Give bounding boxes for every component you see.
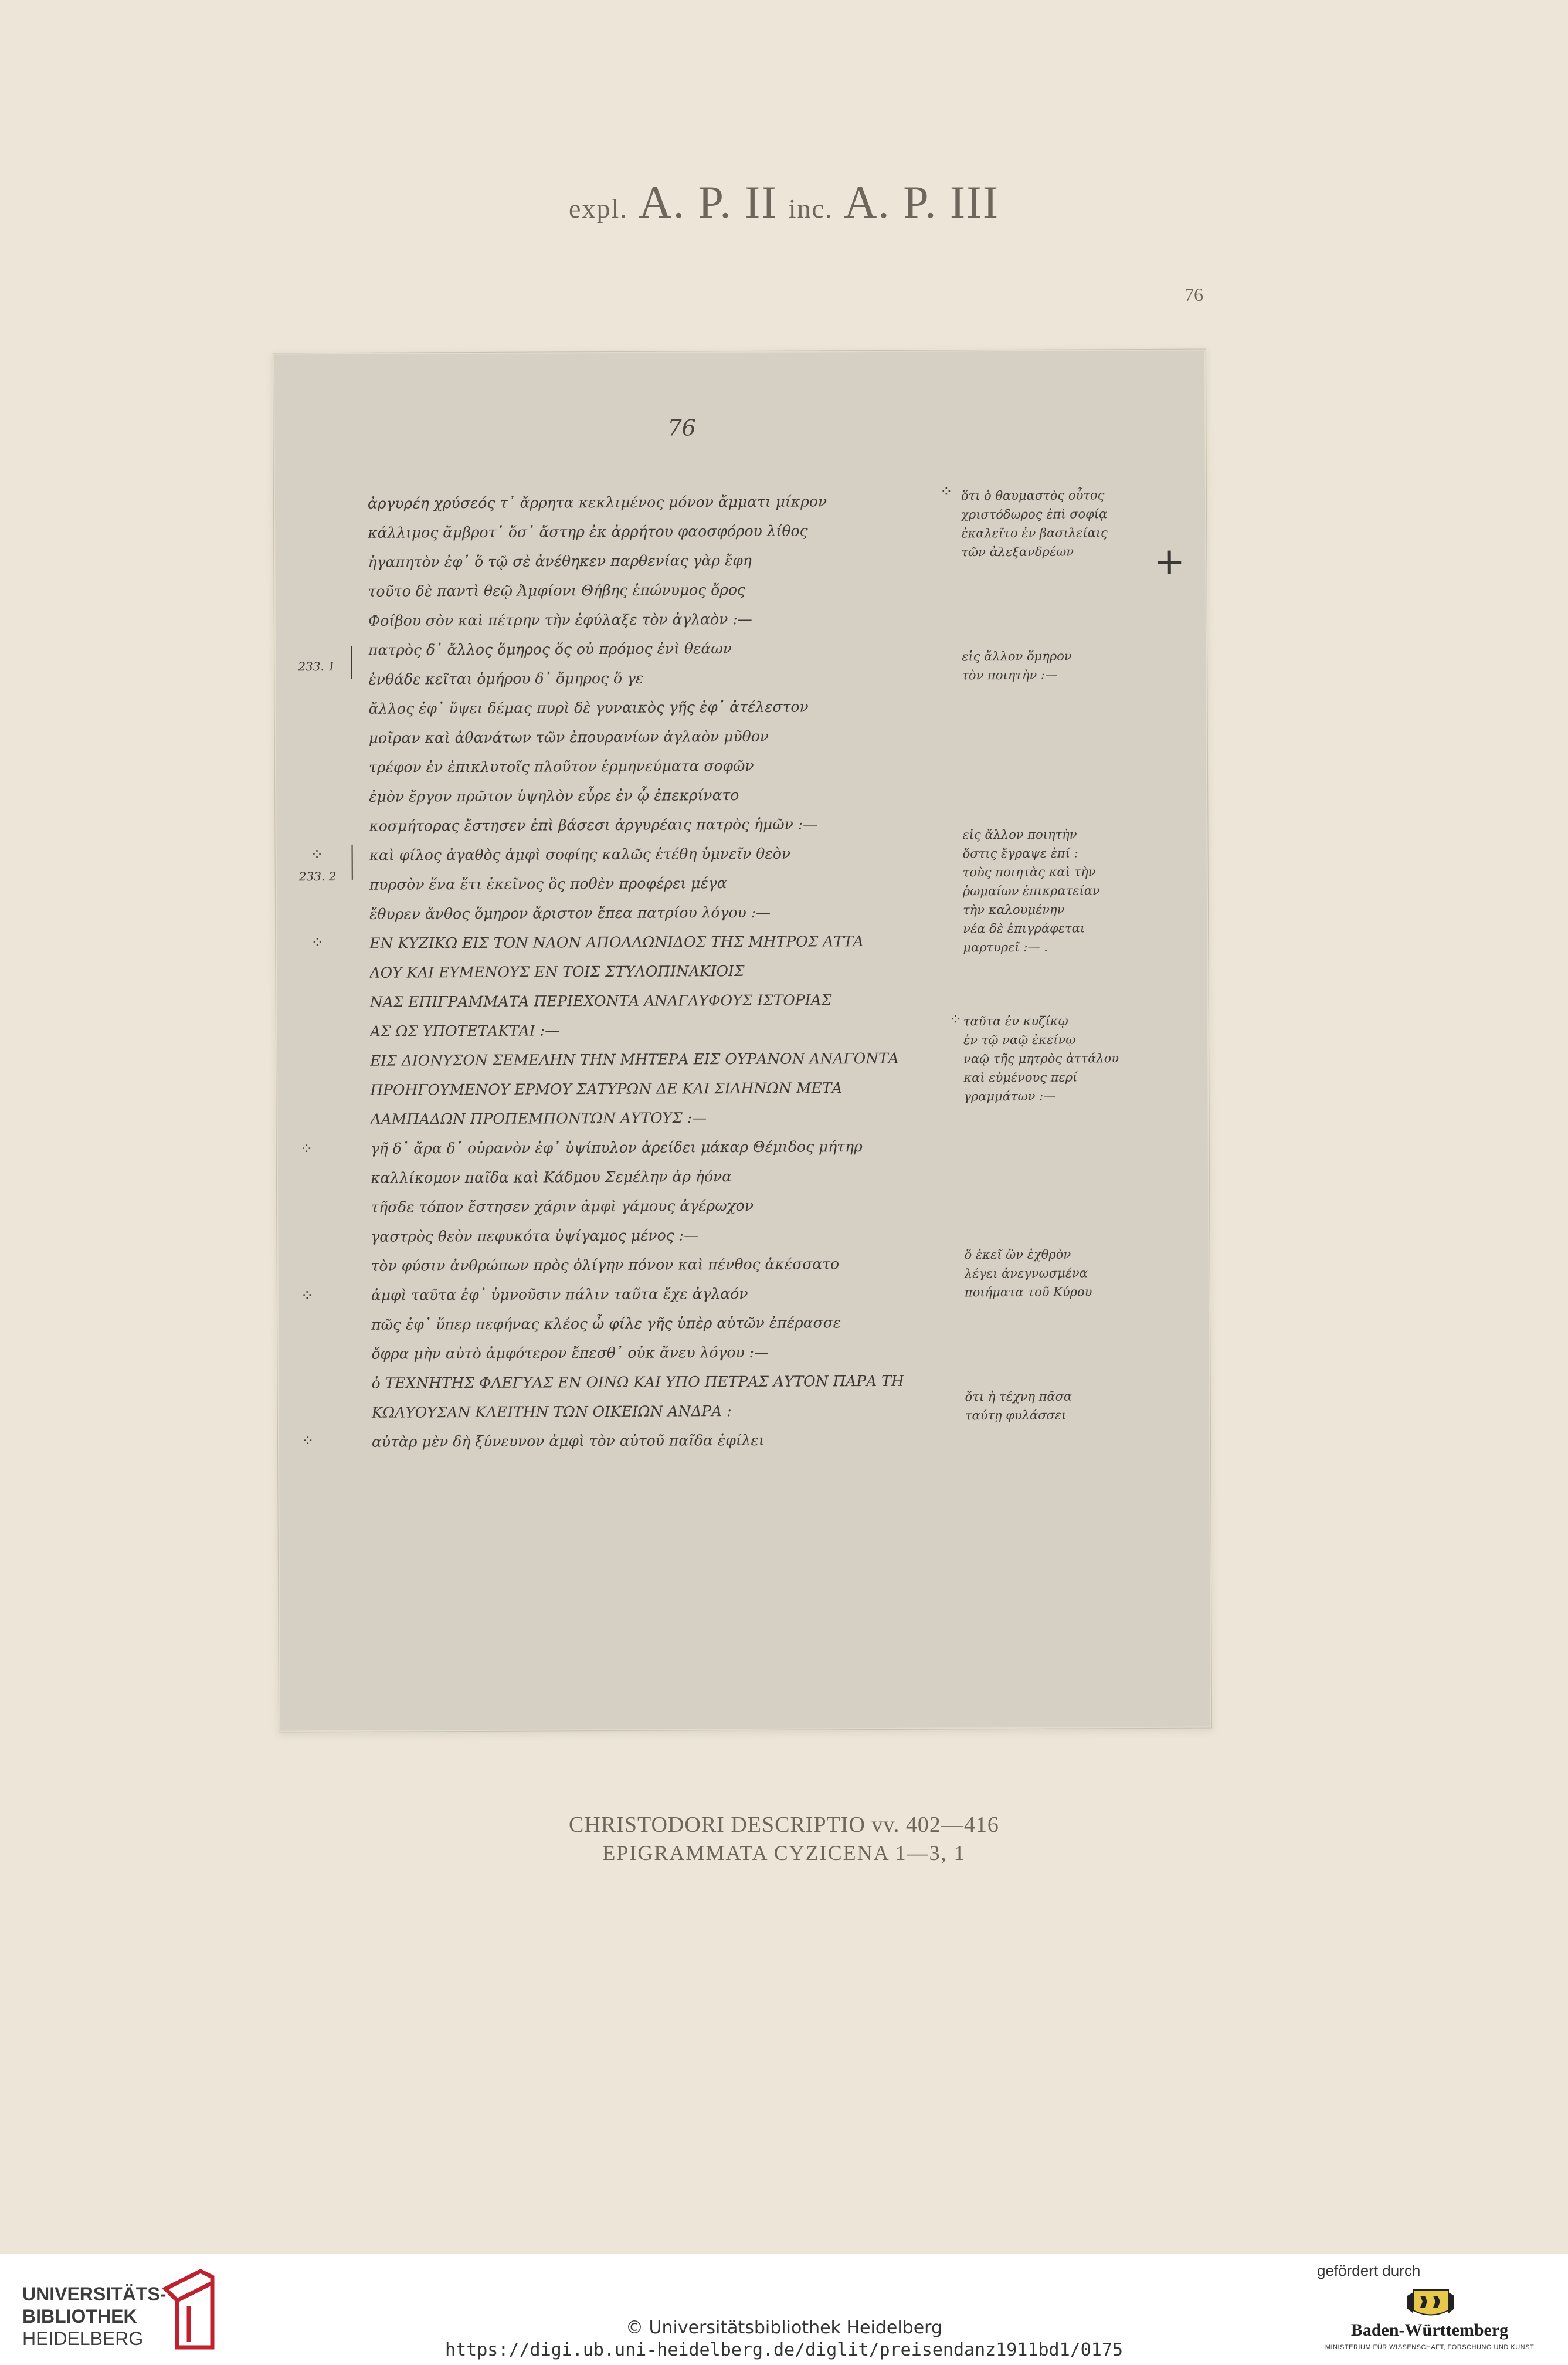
plate-title: [0, 176, 1568, 229]
manuscript-line: ΕΝ ΚΥΖΙΚΩ ΕΙΣ ΤΟΝ ΝΑΟΝ ΑΠΟΛΛΩΝΙΔΟΣ ΤΗΣ ΜΗΤΡΟΣ ΑΤΤΑ: [369, 933, 864, 952]
cross-mark: +: [1153, 540, 1186, 584]
asterisk-mark: ⁘: [311, 934, 324, 952]
margin-line: τὸν ποιητὴν :—: [962, 668, 1058, 683]
manuscript-line: ΝΑΣ ΕΠΙΓΡΑΜΜΑΤΑ ΠΕΡΙΕΧΟΝΤΑ ΑΝΑΓΛΥΦΟΥΣ ΙΣΤΟΡΙΑΣ: [369, 991, 832, 1011]
manuscript-line: τοῦτο δὲ παντὶ θεῷ Ἀμφίονι Θήβης ἐπώνυμος ὄρος: [368, 581, 746, 600]
title-mid: inc.: [788, 194, 833, 223]
margin-line: εἰς ἄλλον ὅμηρον: [962, 649, 1072, 664]
margin-line: ἐν τῷ ναῷ ἐκείνῳ: [963, 1032, 1076, 1048]
manuscript-line: ὁ ΤΕΧΝΗΤΗΣ ΦΛΕΓΥΑΣ ΕΝ ΟΙΝΩ ΚΑΙ ΥΠΟ ΠΕΤΡΑΣ ΑΥΤΟΝ ΠΑΡΑ ΤΗ: [371, 1372, 904, 1392]
margin-note: [965, 1387, 1188, 1425]
sponsor-ministry: MINISTERIUM FÜR WISSENSCHAFT, FORSCHUNG UND KUNST: [1325, 2344, 1535, 2351]
caption-line-1: CHRISTODORI DESCRIPTIO vv. 402—416: [569, 1812, 999, 1837]
margin-line: μαρτυρεῖ :— .: [963, 940, 1048, 955]
margin-line: ἐκαλεῖτο ἐν βασιλείαις: [961, 526, 1108, 541]
caption-line-2: EPIGRAMMATA CYZICENA 1—3, 1: [602, 1841, 966, 1865]
margin-line: ποιήματα τοῦ Κύρου: [964, 1285, 1092, 1300]
manuscript-line: ἀργυρέη χρύσεός τ᾽ ἄρρητα κεκλιμένος μόνον ἄμματι μίκρον: [367, 493, 827, 512]
margin-line: καὶ εὐμένους περί: [963, 1070, 1078, 1085]
manuscript-line: ΚΩΛΥΟΥΣΑΝ ΚΛΕΙΤΗΝ ΤΩΝ ΟΙΚΕΙΩΝ ΑΝΔΡΑ :: [371, 1402, 732, 1421]
margin-note: [962, 646, 1185, 685]
verse-bracket: [351, 646, 354, 679]
manuscript-line: ὄφρα μὴν αὐτὸ ἀμφότερον ἔπεσθ᾽ οὐκ ἄνευ λόγου :—: [371, 1343, 769, 1363]
page-number: 76: [1185, 284, 1203, 305]
manuscript-line: ἠγαπητὸν ἐφ᾽ ὅ τῷ σὲ ἀνέθηκεν παρθενίας γὰρ ἔφη: [368, 551, 752, 571]
margin-line: εἰς ἄλλον ποιητὴν: [962, 827, 1077, 842]
margin-line: ῥωμαίων ἐπικρατείαν: [962, 883, 1100, 899]
manuscript-line: Φοίβου σὸν καὶ πέτρην τὴν ἐφύλαξε τὸν ἀγλαὸν :—: [368, 610, 752, 629]
library-name-line-3: HEIDELBERG: [22, 2328, 144, 2349]
manuscript-line: καὶ φίλος ἀγαθὸς ἀμφὶ σοφίης καλῶς ἐτέθη ὑμνεῖν θεὸν: [369, 845, 791, 864]
copyright-text: © Universitätsbibliothek Heidelberg: [625, 2317, 942, 2338]
manuscript-line: κοσμήτορας ἔστησεν ἐπὶ βάσεσι ἀργυρέαις πατρὸς ἡμῶν :—: [369, 815, 818, 835]
manuscript-line: ἔθυρεν ἄνθος ὅμηρον ἄριστον ἔπεα πατρίου λόγου :—: [369, 903, 771, 923]
title-a: A. P. II: [639, 177, 778, 228]
manuscript-line: τρέφον ἐν ἐπικλυτοῖς πλοῦτον ἑρμηνεύματα σοφῶν: [368, 757, 754, 776]
manuscript-leaf: [273, 349, 1212, 1733]
footer: [0, 2254, 1568, 2365]
margin-line: νέα δὲ ἐπιγράφεται: [963, 921, 1085, 936]
manuscript-line: πῶς ἐφ᾽ ὕπερ πεφήνας κλέος ὦ φίλε γῆς ὑπὲρ αὐτῶν ἐπέρασσε: [371, 1314, 841, 1333]
manuscript-line: ἐμὸν ἔργον πρῶτον ὑψηλὸν εὗρε ἐν ᾧ ἐπεκρίνατο: [369, 787, 739, 805]
manuscript-line: αὐτὰρ μὲν δὴ ξύνευνον ἀμφὶ τὸν αὐτοῦ παῖδα ἐφίλει: [371, 1431, 765, 1451]
permalink-url[interactable]: https://digi.ub.uni-heidelberg.de/diglit/preisendanz1911bd1/0175: [445, 2340, 1123, 2360]
plate-caption: [0, 1810, 1568, 1866]
margin-line: ὅτι ὁ θαυμαστὸς οὗτος: [961, 488, 1105, 503]
asterisk-mark: ⁘: [939, 483, 953, 501]
library-name-line-1: UNIVERSITÄTS-: [22, 2283, 167, 2305]
margin-line: χριστόδωρος ἐπὶ σοφίᾳ: [961, 507, 1108, 522]
manuscript-line: ΕΙΣ ΔΙΟΝΥΣΟΝ ΣΕΜΕΛΗΝ ΤΗΝ ΜΗΤΕΡΑ ΕΙΣ ΟΥΡΑΝΟΝ ΑΝΑΓΟΝΤΑ: [370, 1049, 899, 1069]
title-prefix: expl.: [569, 194, 628, 223]
margin-line: ὅτι ἡ τέχνη πᾶσα: [965, 1389, 1073, 1404]
margin-line: λέγει ἀνεγνωσμένα: [964, 1266, 1088, 1281]
manuscript-line: πυρσὸν ἕνα ἔτι ἐκεῖνος ὃς ποθὲν προφέρει μέγα: [369, 875, 727, 893]
margin-note: [961, 486, 1185, 562]
manuscript-line: ΑΣ ΩΣ ΥΠΟΤΕΤΑΚΤΑΙ :—: [369, 1022, 560, 1040]
margin-line: ὅ ἐκεῖ ὢν ἐχθρὸν: [964, 1247, 1071, 1262]
manuscript-line: τὸν φύσιν ἀνθρώπων πρὸς ὀλίγην πόνον καὶ πένθος ἀκέσσατο: [371, 1255, 840, 1275]
sponsor-name: Baden-Württemberg: [1350, 2320, 1509, 2340]
sponsor-label: gefördert durch: [1317, 2262, 1421, 2279]
manuscript-line: μοῖραν καὶ ἀθανάτων τῶν ἐπουρανίων ἀγλαὸν μῦθον: [368, 727, 769, 747]
margin-line: τῶν ἀλεξανδρέων: [961, 544, 1074, 560]
manuscript-line: ΛΑΜΠΑΔΩΝ ΠΡΟΠΕΜΠΟΝΤΩΝ ΑΥΤΟΥΣ :—: [370, 1109, 707, 1128]
manuscript-line: ἀμφὶ ταῦτα ἐφ᾽ ὑμνοῦσιν πάλιν ταῦτα ἔχε ἀγλαόν: [371, 1285, 748, 1304]
asterisk-mark: ⁘: [300, 1287, 314, 1305]
manuscript-text: [368, 486, 982, 1457]
manuscript-line: γαστρὸς θεὸν πεφυκότα ὑψίγαμος μένος :—: [371, 1226, 699, 1245]
verse-mark: 233. 2: [298, 869, 337, 884]
margin-line: τὴν καλουμένην: [962, 902, 1065, 917]
manuscript-line: καλλίκομον παῖδα καὶ Κάδμου Σεμέλην ἀρ ἠόνα: [370, 1168, 732, 1187]
library-name-line-2: BIBLIOTHEK: [22, 2306, 137, 2327]
manuscript-line: γῆ δ᾽ ἄρα δ᾽ οὐρανὸν ἐφ᾽ ὑψίπυλον ἀρείδει μάκαρ Θέμιδος μήτηρ: [370, 1138, 863, 1157]
title-b: A. P. III: [843, 177, 999, 228]
margin-line: γραμμάτων :—: [963, 1089, 1056, 1104]
manuscript-line: ΠΡΟΗΓΟΥΜΕΝΟΥ ΕΡΜΟΥ ΣΑΤΥΡΩΝ ΔΕ ΚΑΙ ΣΙΛΗΝΩΝ ΜΕΤΑ: [370, 1079, 843, 1099]
manuscript-line: ἄλλος ἐφ᾽ ὕψει δέμας πυρὶ δὲ γυναικὸς γῆς ἐφ᾽ ἀτέλεστον: [368, 698, 809, 717]
manuscript-line: τῆσδε τόπον ἔστησεν χάριν ἀμφὶ γάμους ἀγέρωχον: [371, 1197, 754, 1216]
asterisk-mark: ⁘: [300, 1140, 313, 1158]
folio-number: 76: [667, 415, 696, 441]
asterisk-mark: ⁘: [949, 1011, 962, 1029]
manuscript-line: κάλλιμος ἄμβροτ᾽ ὅσ᾽ ἄστηρ ἐκ ἀρρήτου φαοσφόρου λίθος: [368, 522, 808, 541]
margin-line: ὅστις ἔγραψε ἐπί :: [962, 846, 1078, 861]
margin-line: ταύτῃ φυλάσσει: [965, 1408, 1067, 1423]
margin-line: ναῷ τῆς μητρὸς ἀττάλου: [963, 1051, 1119, 1066]
verse-bracket: [352, 845, 355, 880]
manuscript-line: ἐνθάδε κεῖται ὁμήρου δ᾽ ὅμηρος ὅ γε: [368, 669, 644, 688]
manuscript-line: ΛΟΥ ΚΑΙ ΕΥΜΕΝΟΥΣ ΕΝ ΤΟΙΣ ΣΤΥΛΟΠΙΝΑΚΙΟΙΣ: [369, 962, 745, 981]
margin-note: [962, 825, 1186, 957]
margin-note: [963, 1011, 1187, 1106]
manuscript-line: πατρὸς δ᾽ ἄλλος ὅμηρος ὅς οὐ πρόμος ἐνὶ θεάων: [368, 640, 732, 659]
asterisk-mark: ⁘: [301, 1432, 314, 1451]
margin-line: τοὺς ποιητὰς καὶ τὴν: [962, 865, 1096, 880]
margin-line: ταῦτα ἐν κυζίκῳ: [963, 1014, 1068, 1029]
margin-note: [965, 1245, 1187, 1302]
asterisk-mark: ⁘: [310, 846, 324, 864]
verse-mark: 233. 1: [298, 659, 335, 674]
